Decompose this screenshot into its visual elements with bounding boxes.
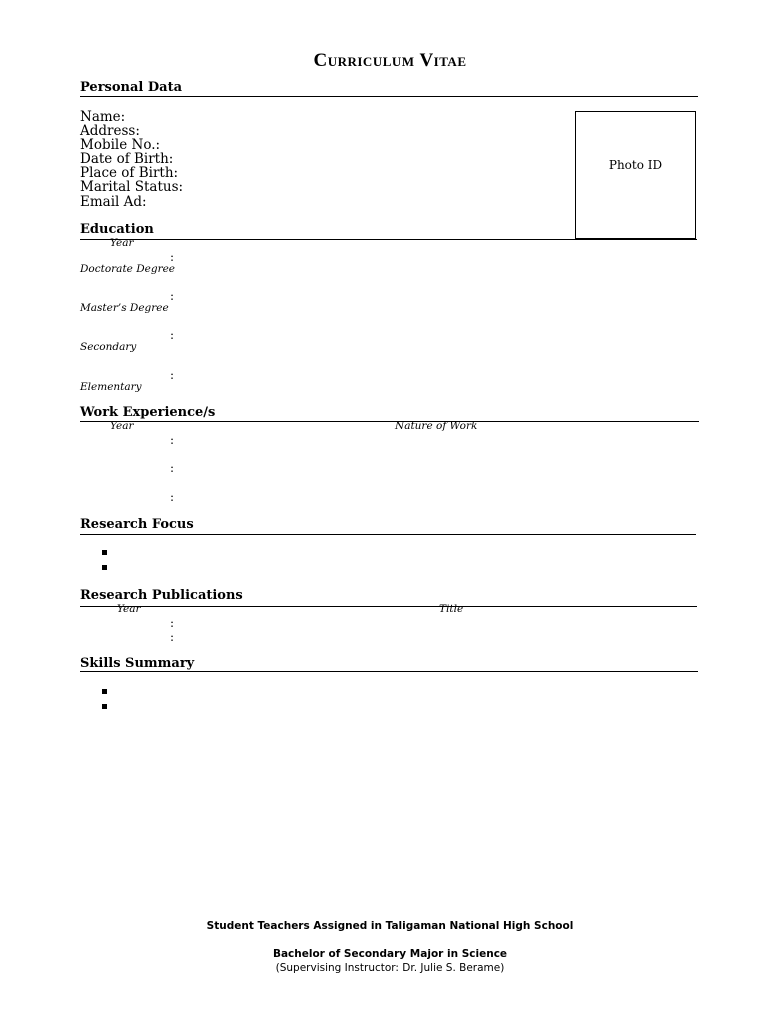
work-colon: :: [170, 490, 175, 504]
publications-title-label: Title: [439, 603, 464, 615]
section-rule: [80, 96, 698, 97]
section-rule: [80, 239, 697, 240]
work-year-label: Year: [110, 420, 134, 432]
education-year-label: Year: [110, 237, 134, 249]
section-heading-skills-summary: Skills Summary: [80, 656, 195, 671]
field-birth-place-label: Place of Birth:: [80, 165, 179, 181]
education-level-elementary: Elementary: [80, 381, 142, 393]
publications-colon: :: [170, 616, 175, 630]
section-rule: [80, 534, 696, 535]
section-heading-personal-data: Personal Data: [80, 80, 183, 95]
field-birth-date-label: Date of Birth:: [80, 151, 174, 167]
education-level-doctorate: Doctorate Degree: [80, 263, 176, 275]
field-email-label: Email Ad:: [80, 194, 147, 210]
education-colon: :: [170, 368, 175, 382]
education-colon: :: [170, 250, 175, 264]
photo-id-box: [575, 111, 696, 239]
bullet-marker: [102, 565, 107, 570]
education-level-secondary: Secondary: [80, 341, 137, 353]
field-mobile-label: Mobile No.:: [80, 137, 161, 153]
work-colon: :: [170, 461, 175, 475]
field-marital-status-label: Marital Status:: [80, 179, 184, 195]
work-nature-label: Nature of Work: [395, 420, 478, 432]
section-heading-education: Education: [80, 222, 154, 237]
work-colon: :: [170, 433, 175, 447]
footer-assignment-line: Student Teachers Assigned in Taligaman National High School: [206, 920, 574, 932]
field-address-label: Address:: [80, 123, 140, 139]
footer-instructor-line: (Supervising Instructor: Dr. Julie S. Berame): [275, 962, 505, 974]
bullet-marker: [102, 704, 107, 709]
bullet-marker: [102, 689, 107, 694]
section-heading-research-focus: Research Focus: [80, 517, 194, 532]
page-title: Curriculum Vitae: [313, 50, 467, 71]
bullet-marker: [102, 550, 107, 555]
education-colon: :: [170, 328, 175, 342]
field-name-label: Name:: [80, 109, 126, 125]
section-rule: [80, 606, 697, 607]
publications-year-label: Year: [117, 603, 141, 615]
photo-id-label: Photo ID: [608, 158, 663, 172]
section-heading-work-experience: Work Experience/s: [80, 405, 216, 420]
section-rule: [80, 671, 698, 672]
footer-degree-line: Bachelor of Secondary Major in Science: [272, 948, 508, 960]
education-level-masters: Master’s Degree: [80, 302, 169, 314]
publications-colon: :: [170, 630, 175, 644]
education-colon: :: [170, 289, 175, 303]
section-heading-research-publications: Research Publications: [80, 588, 243, 603]
section-rule: [80, 421, 699, 422]
